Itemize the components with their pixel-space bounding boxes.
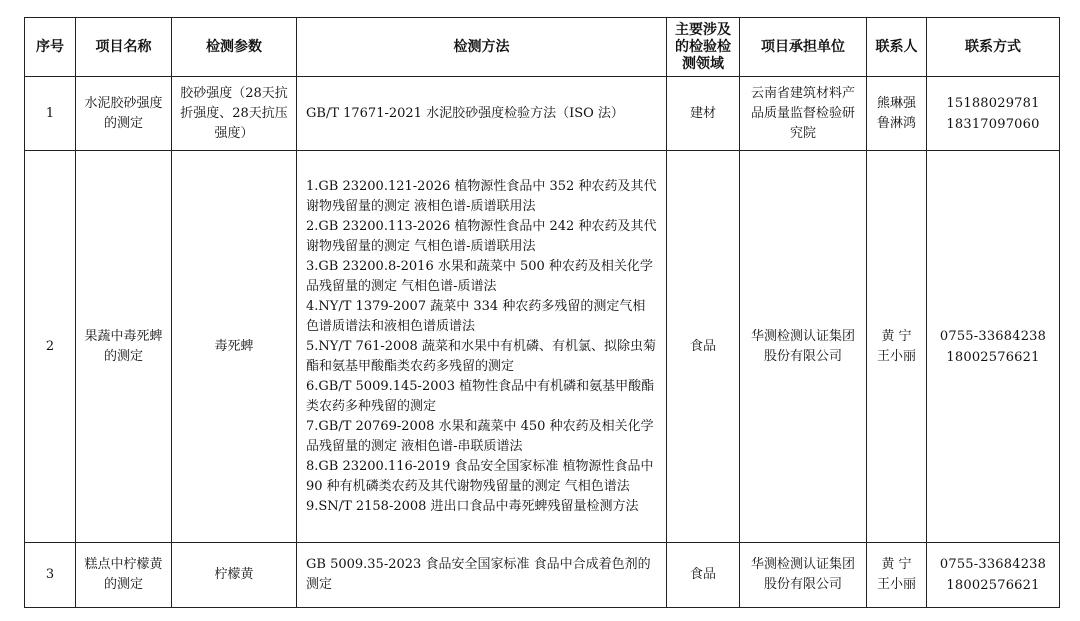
header-person: 联系人 (867, 18, 927, 77)
cell-domain: 食品 (667, 543, 740, 608)
method-item: 8.GB 23200.116-2019 食品安全国家标准 植物源性食品中 90 种有机磷类农药及其代谢物残留量的测定 气相色谱法 (306, 458, 654, 494)
cell-method-list (297, 151, 667, 543)
method-item: 6.GB/T 5009.145-2003 植物性食品中有机磷和氨基甲酸酯类农药多种残留的测定 (306, 378, 655, 414)
method-item: 5.NY/T 761-2008 蔬菜和水果中有机磷、有机氯、拟除虫菊酯和氨基甲酸酯类农药多残留的测定 (306, 338, 656, 374)
contact-person: 黄 宁 (881, 557, 912, 572)
table-row (25, 151, 1060, 543)
header-domain: 主要涉及的检验检测领域 (667, 18, 740, 77)
header-seq: 序号 (25, 18, 76, 77)
table-row (25, 77, 1060, 151)
cell-domain: 食品 (667, 151, 740, 543)
method-item: 9.SN/T 2158-2008 进出口食品中毒死蜱残留量检测方法 (306, 498, 639, 514)
header-row (25, 18, 1060, 77)
contact-person: 熊琳强 (876, 95, 916, 111)
cell-project: 水泥胶砂强度的测定 (76, 77, 172, 151)
cell-person (867, 77, 927, 151)
header-project: 项目名称 (76, 18, 172, 77)
cell-project: 糕点中柠檬黄的测定 (76, 543, 172, 608)
cell-phone (927, 543, 1060, 608)
cell-param: 毒死蜱 (172, 151, 297, 543)
cell-param: 胶砂强度（28天抗折强度、28天抗压强度） (172, 77, 297, 151)
contact-person: 黄 宁 (881, 328, 912, 344)
cell-unit: 华测检测认证集团股份有限公司 (740, 151, 867, 543)
contact-person: 王小丽 (876, 348, 916, 364)
contact-phone: 18002576621 (946, 349, 1040, 365)
method-item: 3.GB 23200.8-2016 水果和蔬菜中 500 种农药及相关化学品残留量的测定 气相色谱-质谱法 (306, 258, 653, 294)
header-phone: 联系方式 (927, 18, 1060, 77)
inspection-projects-table (24, 17, 1060, 608)
method-item: 2.GB 23200.113-2026 植物源性食品中 242 种农药及其代谢物残留量的测定 气相色谱-质谱联用法 (306, 218, 657, 254)
contact-phone: 18002576621 (946, 578, 1040, 593)
cell-phone (927, 77, 1060, 151)
cell-unit: 华测检测认证集团股份有限公司 (740, 543, 867, 608)
header-unit: 项目承担单位 (740, 18, 867, 77)
table-container (24, 17, 1060, 608)
contact-person: 鲁淋鸿 (876, 115, 916, 131)
table-header (25, 18, 1060, 77)
method-item: 1.GB 23200.121-2026 植物源性食品中 352 种农药及其代谢物残留量的测定 液相色谱-质谱联用法 (306, 178, 657, 214)
cell-param: 柠檬黄 (172, 543, 297, 608)
contact-person: 王小丽 (876, 577, 916, 592)
cell-method: GB/T 17671-2021 水泥胶砂强度检验方法（ISO 法） (297, 77, 667, 151)
method-item: 4.NY/T 1379-2007 蔬菜中 334 种农药多残留的测定气相色谱质谱法和液相色谱质谱法 (306, 298, 646, 334)
cell-person (867, 543, 927, 608)
contact-phone: 18317097060 (946, 116, 1040, 132)
cell-domain: 建材 (667, 77, 740, 151)
cell-unit: 云南省建筑材料产品质量监督检验研究院 (740, 77, 867, 151)
header-method: 检测方法 (297, 18, 667, 77)
cell-project: 果蔬中毒死蜱的测定 (76, 151, 172, 543)
contact-phone: 0755-33684238 (939, 328, 1047, 344)
cell-method: GB 5009.35-2023 食品安全国家标准 食品中合成着色剂的测定 (297, 543, 667, 608)
cell-person (867, 151, 927, 543)
cell-phone (927, 151, 1060, 543)
contact-phone: 0755-33684238 (939, 557, 1047, 572)
method-item: 7.GB/T 20769-2008 水果和蔬菜中 450 种农药及相关化学品残留量的测定 液相色谱-串联质谱法 (306, 418, 654, 454)
cell-seq: 1 (25, 77, 76, 151)
contact-phone: 15188029781 (946, 95, 1040, 111)
table-row (25, 543, 1060, 608)
cell-seq: 3 (25, 543, 76, 608)
header-param: 检测参数 (172, 18, 297, 77)
cell-seq: 2 (25, 151, 76, 543)
